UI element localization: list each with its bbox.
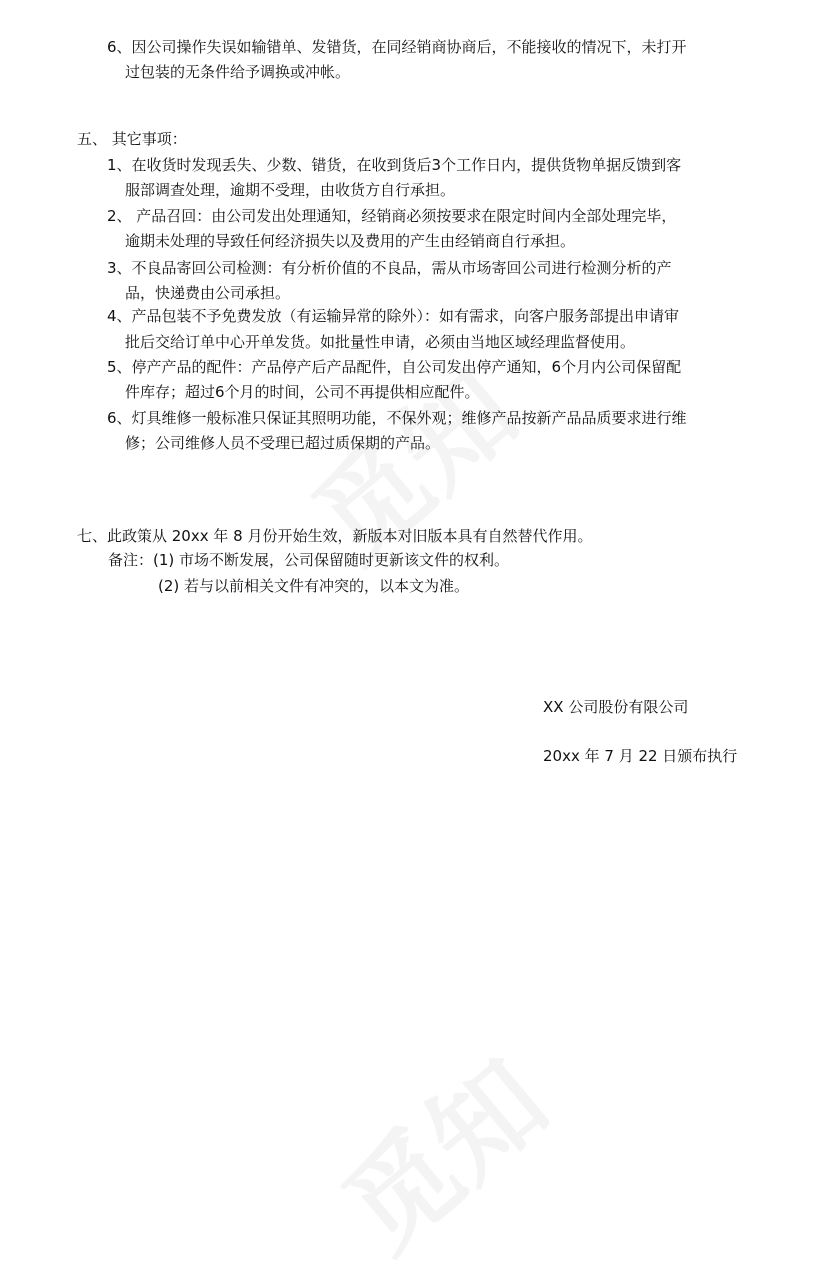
s5-item4-line1: 4、产品包装不予免费发放（有运输异常的除外）：如有需求，向客户服务部提出申请审 [107,307,680,325]
watermark-bottom [305,1018,575,1280]
s5-item4-line2: 批后交给订单中心开单发货。如批量性申请，必须由当地区域经理监督使用。 [125,333,636,351]
s5-item1-line1: 1、在收货时发现丢失、少数、错货，在收到货后3个工作日内，提供货物单据反馈到客 [107,156,682,174]
s5-item6-line2: 修；公司维修人员不受理已超过质保期的产品。 [125,434,441,452]
s5-item2-line1: 2、 产品召回：由公司发出处理通知，经销商必须按要求在限定时间内全部处理完毕， [107,207,677,225]
s5-item5-line2: 件库存；超过6个月的时间，公司不再提供相应配件。 [125,383,480,401]
signature-company: XX 公司股份有限公司 [543,698,689,716]
s5-item1-line2: 服部调查处理，逾期不受理，由收货方自行承担。 [125,181,456,199]
s5-item3-line1: 3、不良品寄回公司检测：有分析价值的不良品，需从市场寄回公司进行检测分析的产 [107,259,672,277]
s5-item2-line2: 逾期未处理的导致任何经济损失以及费用的产生由经销商自行承担。 [125,232,576,250]
section5-heading: 五、 其它事项： [77,130,187,148]
s5-item3-line2: 品，快递费由公司承担。 [125,284,291,302]
section7-note2: (2) 若与以前相关文件有冲突的，以本文为准。 [158,577,470,595]
s5-item6-line1: 6、灯具维修一般标准只保证其照明功能，不保外观；维修产品按新产品品质要求进行维 [107,409,687,427]
item6-line2: 过包装的无条件给予调换或冲帐。 [125,63,351,81]
signature-date: 20xx 年 7 月 22 日颁布执行 [543,747,738,765]
section7-heading: 七、此政策从 20xx 年 8 月份开始生效，新版本对旧版本具有自然替代作用。 [77,527,593,545]
s5-item5-line1: 5、停产产品的配件：产品停产后产品配件，自公司发出停产通知，6个月内公司保留配 [107,358,682,376]
item6-line1: 6、因公司操作失误如输错单、发错货，在同经销商协商后，不能接收的情况下，未打开 [107,38,687,56]
section7-note1: 备注：(1) 市场不断发展，公司保留随时更新该文件的权利。 [108,551,510,569]
